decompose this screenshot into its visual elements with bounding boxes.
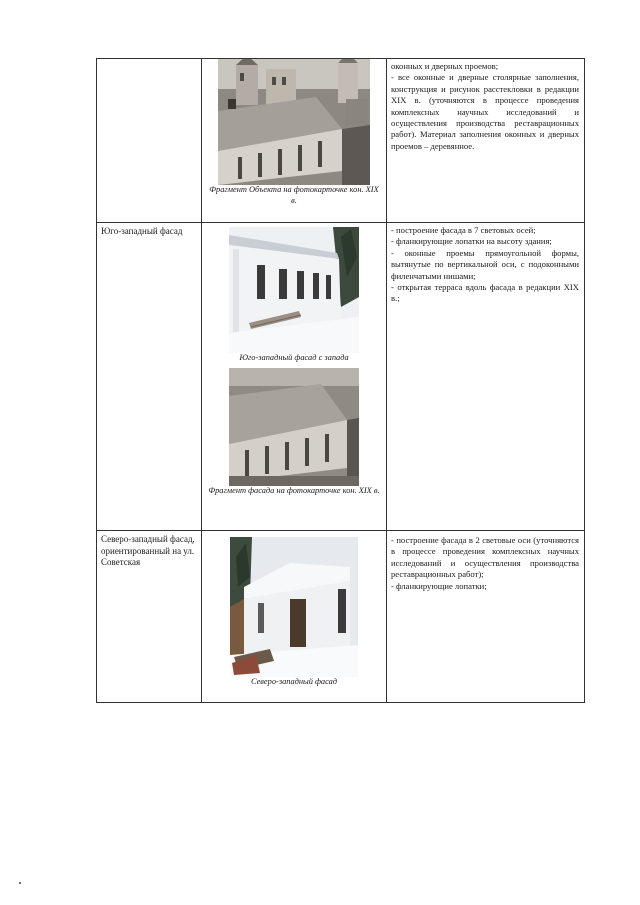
description-item: - оконные проемы прямоугольной формы, вытянутые по вертикальной оси, с подоконными филенчатыми нишами; xyxy=(391,247,579,281)
table-row xyxy=(97,531,585,703)
historic-photo-facade-terrace xyxy=(229,368,359,486)
table-row xyxy=(97,223,585,531)
photo-cell xyxy=(202,59,387,223)
photo-northwest-facade-winter xyxy=(230,537,358,677)
scan-speck xyxy=(19,882,21,884)
description-item: - построение фасада в 7 световых осей; xyxy=(391,225,536,235)
facade-label-cell xyxy=(97,223,202,531)
description-item: - фланкирующие лопатки; xyxy=(391,580,487,591)
historic-photo-building-with-church xyxy=(218,59,370,185)
photo-caption: Фрагмент Объекта на фотокарточке кон. XIX в. xyxy=(209,185,379,205)
facade-label-cell xyxy=(97,531,202,703)
description-cell xyxy=(387,59,585,223)
description-item: оконных и дверных проемов; xyxy=(391,61,499,71)
description-text xyxy=(387,223,584,307)
facade-label xyxy=(97,59,201,65)
description-text xyxy=(387,59,584,154)
photo-caption: Северо-западный фасад xyxy=(250,677,338,686)
description-text xyxy=(387,531,584,594)
facade-label-cell xyxy=(97,59,202,223)
description-cell xyxy=(387,223,585,531)
facade-label: Северо-западный фасад, ориентированный на ул. Советская xyxy=(101,534,195,567)
photo-southwest-facade-winter xyxy=(229,227,359,353)
description-item: - открытая терраса вдоль фасада в редакции XIX в.; xyxy=(391,282,579,304)
photo-caption: Юго-западный фасад с запада xyxy=(239,353,349,362)
facade-description-table xyxy=(96,58,585,703)
photo-cell xyxy=(202,223,387,531)
description-item: - фланкирующие лопатки на высоту здания; xyxy=(391,236,552,247)
description-item: - построение фасада в 2 световые оси (уточняются в процессе проведения комплексных научных исследований и осуществления производства реставрационных работ); xyxy=(391,535,579,580)
description-cell xyxy=(387,531,585,703)
photo-cell xyxy=(202,531,387,703)
table-row xyxy=(97,59,585,223)
description-item: - все оконные и дверные столярные заполнения, конструкция и рисунок расстекловки в редакции XIX в. (уточняются в процессе проведения комплексных научных исследований и осуществления производства реставрационных работ). Материал заполнения оконных и дверных проемов – деревянное. xyxy=(391,72,579,151)
photo-caption: Фрагмент фасада на фотокарточке кон. XIX в. xyxy=(208,485,380,495)
facade-label: Юго-западный фасад xyxy=(101,226,183,236)
